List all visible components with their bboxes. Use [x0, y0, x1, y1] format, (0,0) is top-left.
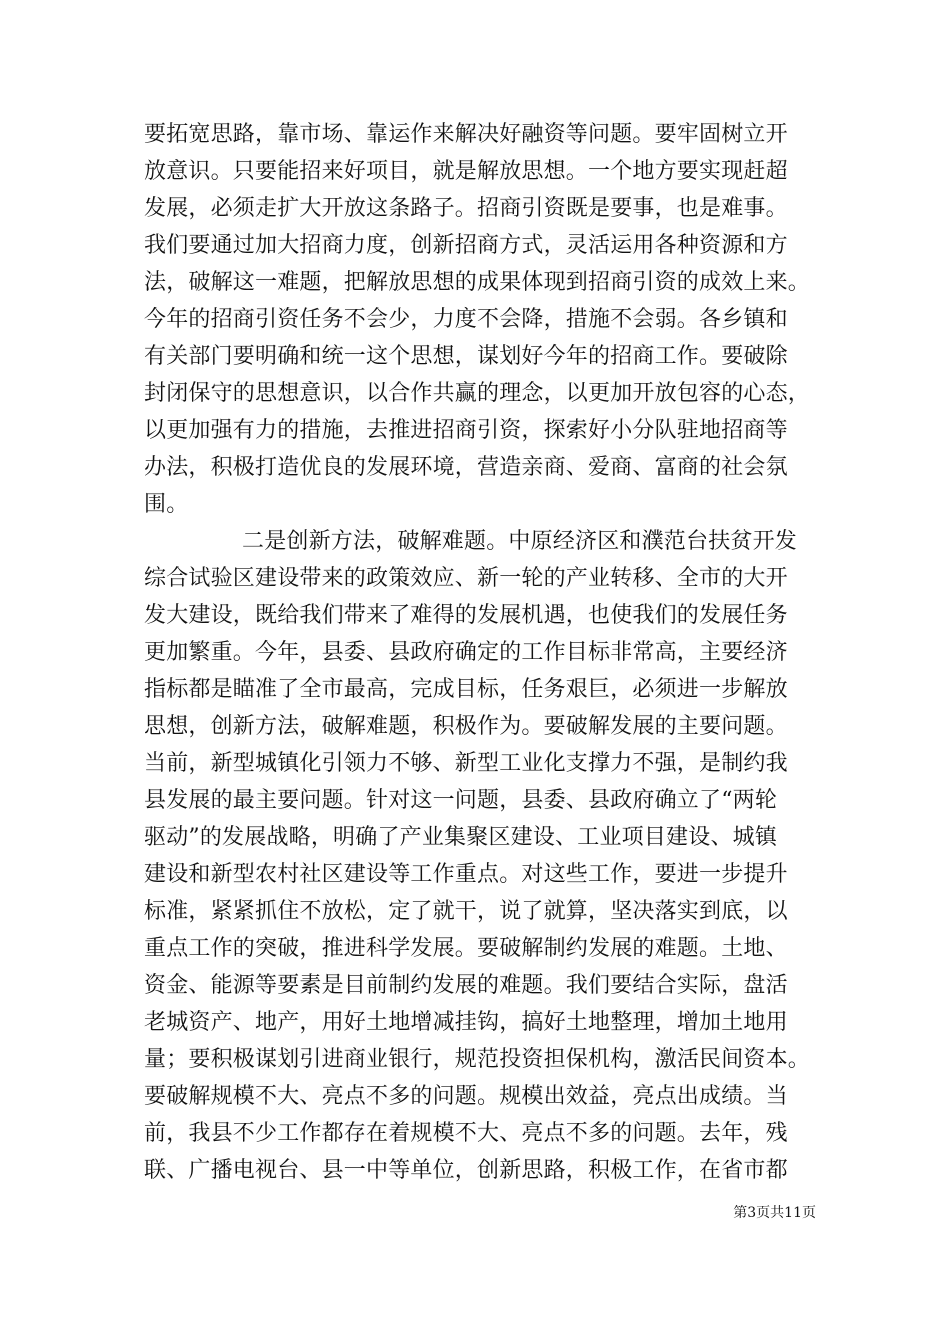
- text-line: 封闭保守的思想意识，以合作共赢的理念，以更加开放包容的心态，: [144, 381, 811, 406]
- text-line: 更加繁重。今年，县委、县政府确定的工作目标非常高，主要经济: [144, 640, 788, 665]
- text-line: 以更加强有力的措施，去推进招商引资，探索好小分队驻地招商等: [144, 418, 788, 443]
- text-line: 资金、能源等要素是目前制约发展的难题。我们要结合实际，盘活: [144, 973, 788, 998]
- text-line: 围。: [144, 492, 189, 517]
- text-line: 前，我县不少工作都存在着规模不大、亮点不多的问题。去年，残: [144, 1121, 788, 1146]
- page-footer: 第3页共11页: [733, 1205, 816, 1221]
- text-line: 法，破解这一难题，把解放思想的成果体现到招商引资的成效上来。: [144, 270, 811, 295]
- text-line: 建设和新型农村社区建设等工作重点。对这些工作，要进一步提升: [144, 862, 788, 887]
- text-line: 老城资产、地产，用好土地增减挂钩，搞好土地整理，增加土地用: [144, 1010, 788, 1035]
- text-line: 县发展的最主要问题。针对这一问题，县委、县政府确立了“两轮: [144, 788, 778, 813]
- text-line: 驱动”的发展战略，明确了产业集聚区建设、工业项目建设、城镇: [144, 825, 778, 850]
- text-line: 标准，紧紧抓住不放松，定了就干，说了就算，坚决落实到底，以: [144, 899, 788, 924]
- text-line: 指标都是瞄准了全市最高，完成目标，任务艰巨，必须进一步解放: [144, 677, 788, 702]
- text-line: 综合试验区建设带来的政策效应、新一轮的产业转移、全市的大开: [144, 566, 788, 591]
- text-line: 今年的招商引资任务不会少，力度不会降，措施不会弱。各乡镇和: [144, 307, 788, 332]
- text-line: 二是创新方法，破解难题。中原经济区和濮范台扶贫开发: [242, 529, 798, 554]
- text-line: 联、广播电视台、县一中等单位，创新思路，积极工作，在省市都: [144, 1158, 788, 1183]
- text-line: 有关部门要明确和统一这个思想，谋划好今年的招商工作。要破除: [144, 344, 788, 369]
- text-line: 量；要积极谋划引进商业银行，规范投资担保机构，激活民间资本。: [144, 1047, 811, 1072]
- text-line: 办法，积极打造优良的发展环境，营造亲商、爱商、富商的社会氛: [144, 455, 788, 480]
- text-line: 当前，新型城镇化引领力不够、新型工业化支撑力不强，是制约我: [144, 751, 788, 776]
- text-line: 我们要通过加大招商力度，创新招商方式，灵活运用各种资源和方: [144, 233, 788, 258]
- text-line: 放意识。只要能招来好项目，就是解放思想。一个地方要实现赶超: [144, 159, 788, 184]
- text-line: 思想，创新方法，破解难题，积极作为。要破解发展的主要问题。: [144, 714, 788, 739]
- text-line: 要破解规模不大、亮点不多的问题。规模出效益，亮点出成绩。当: [144, 1084, 788, 1109]
- text-line: 要拓宽思路，靠市场、靠运作来解决好融资等问题。要牢固树立开: [144, 122, 788, 147]
- text-line: 发大建设，既给我们带来了难得的发展机遇，也使我们的发展任务: [144, 603, 788, 628]
- text-line: 重点工作的突破，推进科学发展。要破解制约发展的难题。土地、: [144, 936, 788, 961]
- body-text: [144, 116, 816, 1189]
- text-line: 发展，必须走扩大开放这条路子。招商引资既是要事，也是难事。: [144, 196, 788, 221]
